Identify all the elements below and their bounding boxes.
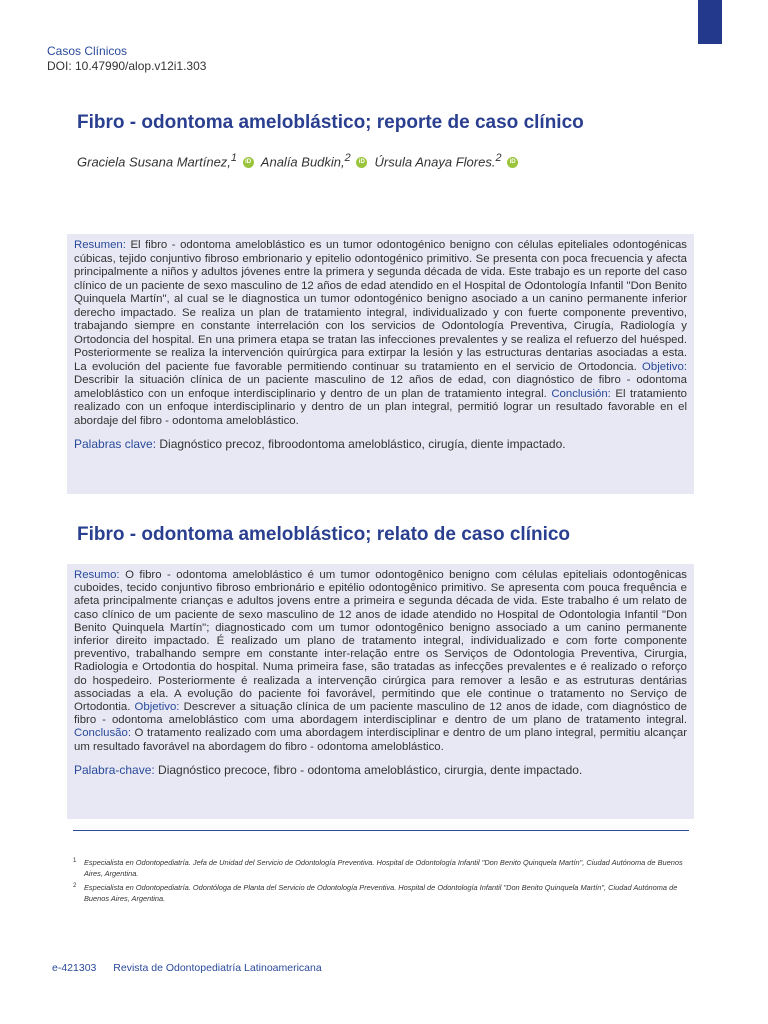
abstract-box-es [67, 234, 694, 494]
abstract-text-pt [74, 569, 687, 754]
conclusion-text: El tratamiento realizado con un enfoque interdisciplinario y dentro de un plan integral, permitió lograr un resultado favorable en el abordaje del fibro - odontoma ameloblástico. [74, 387, 687, 427]
author-name: Analía Budkin, [260, 154, 345, 170]
doi[interactable]: DOI: 10.47990/alop.v12i1.303 [47, 59, 207, 73]
resumo-label: Resumo: [74, 569, 120, 581]
article-title-es: Fibro - odontoma ameloblástico; reporte de caso clínico [77, 112, 584, 133]
footnote-number: 2 [73, 883, 77, 889]
orcid-icon[interactable]: iD [243, 157, 254, 168]
article-title-pt: Fibro - odontoma ameloblástico; relato de caso clínico [77, 524, 571, 545]
footnote-text: Especialista en Odontopediatría. Odontóloga de Planta del Servicio de Odontología Preventiva. Hospital de Odontología Infantil "Don Benito Quinquela Martín", Ciudad Autónoma de Buenos Aires, Argentina. [84, 883, 678, 903]
author-name: Graciela Susana Martínez, [77, 154, 231, 170]
corner-tab [698, 0, 722, 44]
orcid-icon[interactable]: iD [507, 157, 518, 168]
resumo-text: O fibro - odontoma ameloblástico é um tumor odontogênico benigno com células epiteliais odontogênicas cuboides, tecido conjuntivo fibroso embrionário e epitélio odontogênico primitivo. Se apresenta com pouca frequência e afeta principalmente crianças e adultos jovens entre a primeira e segunda década de vida. Este trabalho é um relato de caso clínico de um paciente de sexo masculino de 12 anos de idade atendido no Hospital de Odontologia Infantil "Don Benito Quinquela Martín"; diagnosticado com um tumor odontogênico benigno associado a um canino permanente inferior direito impactado. É realizado um plano de tratamento integral, individualizado e com forte componente preventivo, trabalhando sempre em constante inter-relação entre os Serviços de Odontologia Preventiva, Cirurgia, Radiologia e Ortodontia do hospital. Numa primeira fase, são tratadas as infecções prevalentes e é realizado o reforço do hospedeiro. Posteriormente é realizada a intervenção cirúrgica para remover a lesão e as estruturas dentárias associadas a ela. A evolução do paciente foi favorável, permitindo que ele continue o tratamento no Serviço de Ortodontia. [74, 569, 687, 714]
author-affiliation: 1 [230, 152, 237, 164]
footnote [73, 882, 693, 904]
footnote [73, 857, 693, 879]
keywords-pt [74, 763, 687, 778]
author-name: Úrsula Anaya Flores. [374, 154, 496, 170]
keywords-label: Palabra-chave: [74, 762, 155, 777]
page-id: e-421303 [52, 962, 97, 974]
section-label: Casos Clínicos [47, 44, 128, 58]
resumen-label: Resumen: [74, 239, 126, 251]
keywords-es [74, 437, 687, 452]
author-affiliation: 2 [344, 152, 351, 164]
resumen-text: El fibro - odontoma ameloblástico es un tumor odontogénico benigno con células epiteliales odontogénicas cúbicas, tejido conjuntivo fibroso embrionario y epitelio odontogénico primitivo. Se presenta con poca frecuencia y afecta principalmente a niños y adultos jóvenes entre la primera y segunda década de vida. Este trabajo es un reporte del caso clínico de un paciente de sexo masculino de 12 años de edad atendido en el Hospital de Odontología Infantil "Don Benito Quinquela Martín", al cual se le diagnostica un tumor odontogénico benigno asociado a un canino permanente inferior derecho impactado. Se realiza un plan de tratamiento integral, individualizado y con fuerte componente preventivo, trabajando siempre en constante interrelación con los servicios de Odontología Preventiva, Cirugía, Radiología y Ortodoncia del hospital. En una primera etapa se tratan las infecciones prevalentes y se realiza el refuerzo del huésped. Posteriormente se realiza la intervención quirúrgica para extirpar la lesión y las estructuras dentarias asociadas a esta. La evolución del paciente fue favorable permitiendo continuar su tratamiento en el servicio de Ortodoncia. [74, 239, 687, 373]
page-footer [52, 962, 322, 974]
journal-name: Revista de Odontopediatría Latinoamericana [113, 962, 322, 974]
footnote-number: 1 [73, 858, 77, 864]
divider [73, 830, 689, 831]
keywords-label: Palabras clave: [74, 437, 157, 451]
objetivo-label: Objetivo: [642, 360, 687, 373]
footnotes [73, 857, 693, 907]
author-affiliation: 2 [495, 152, 502, 164]
orcid-icon[interactable]: iD [356, 157, 367, 168]
objetivo-text: Descrever a situação clínica de um paciente masculino de 12 anos de idade, com diagnóstico de fibro - odontoma ameloblástico com uma abordagem interdisciplinar e dentro de um plano de tratamento integral. [74, 701, 687, 727]
footnote-text: Especialista en Odontopediatría. Jefa de Unidad del Servicio de Odontología Preventiva. Hospital de Odontología Infantil "Don Benito Quinquela Martín", Ciudad Autónoma de Buenos Aires, Argentina. [84, 858, 683, 878]
abstract-text-es [74, 239, 687, 428]
abstract-box-pt [67, 564, 694, 819]
author-list [77, 152, 518, 169]
conclusion-label: Conclusión: [551, 387, 611, 400]
keywords-text: Diagnóstico precoz, fibroodontoma ameloblástico, cirugía, diente impactado. [156, 437, 566, 451]
page-header [47, 44, 206, 74]
objetivo-text: Describir la situación clínica de un paciente masculino de 12 años de edad, con diagnóstico de fibro - odontoma ameloblástico con un enfoque interdisciplinario y dentro de un plan de tratamiento integral. [74, 374, 687, 400]
conclusao-label: Conclusão: [74, 727, 131, 740]
keywords-text: Diagnóstico precoce, fibro - odontoma ameloblástico, cirurgia, dente impactado. [154, 762, 583, 777]
objetivo-label: Objetivo: [134, 701, 180, 714]
conclusao-text: O tratamento realizado com uma abordagem interdisciplinar e dentro de um plano integral, permitiu alcançar um resultado favorável na abordagem do fibro - odontoma ameloblástico. [74, 727, 687, 753]
